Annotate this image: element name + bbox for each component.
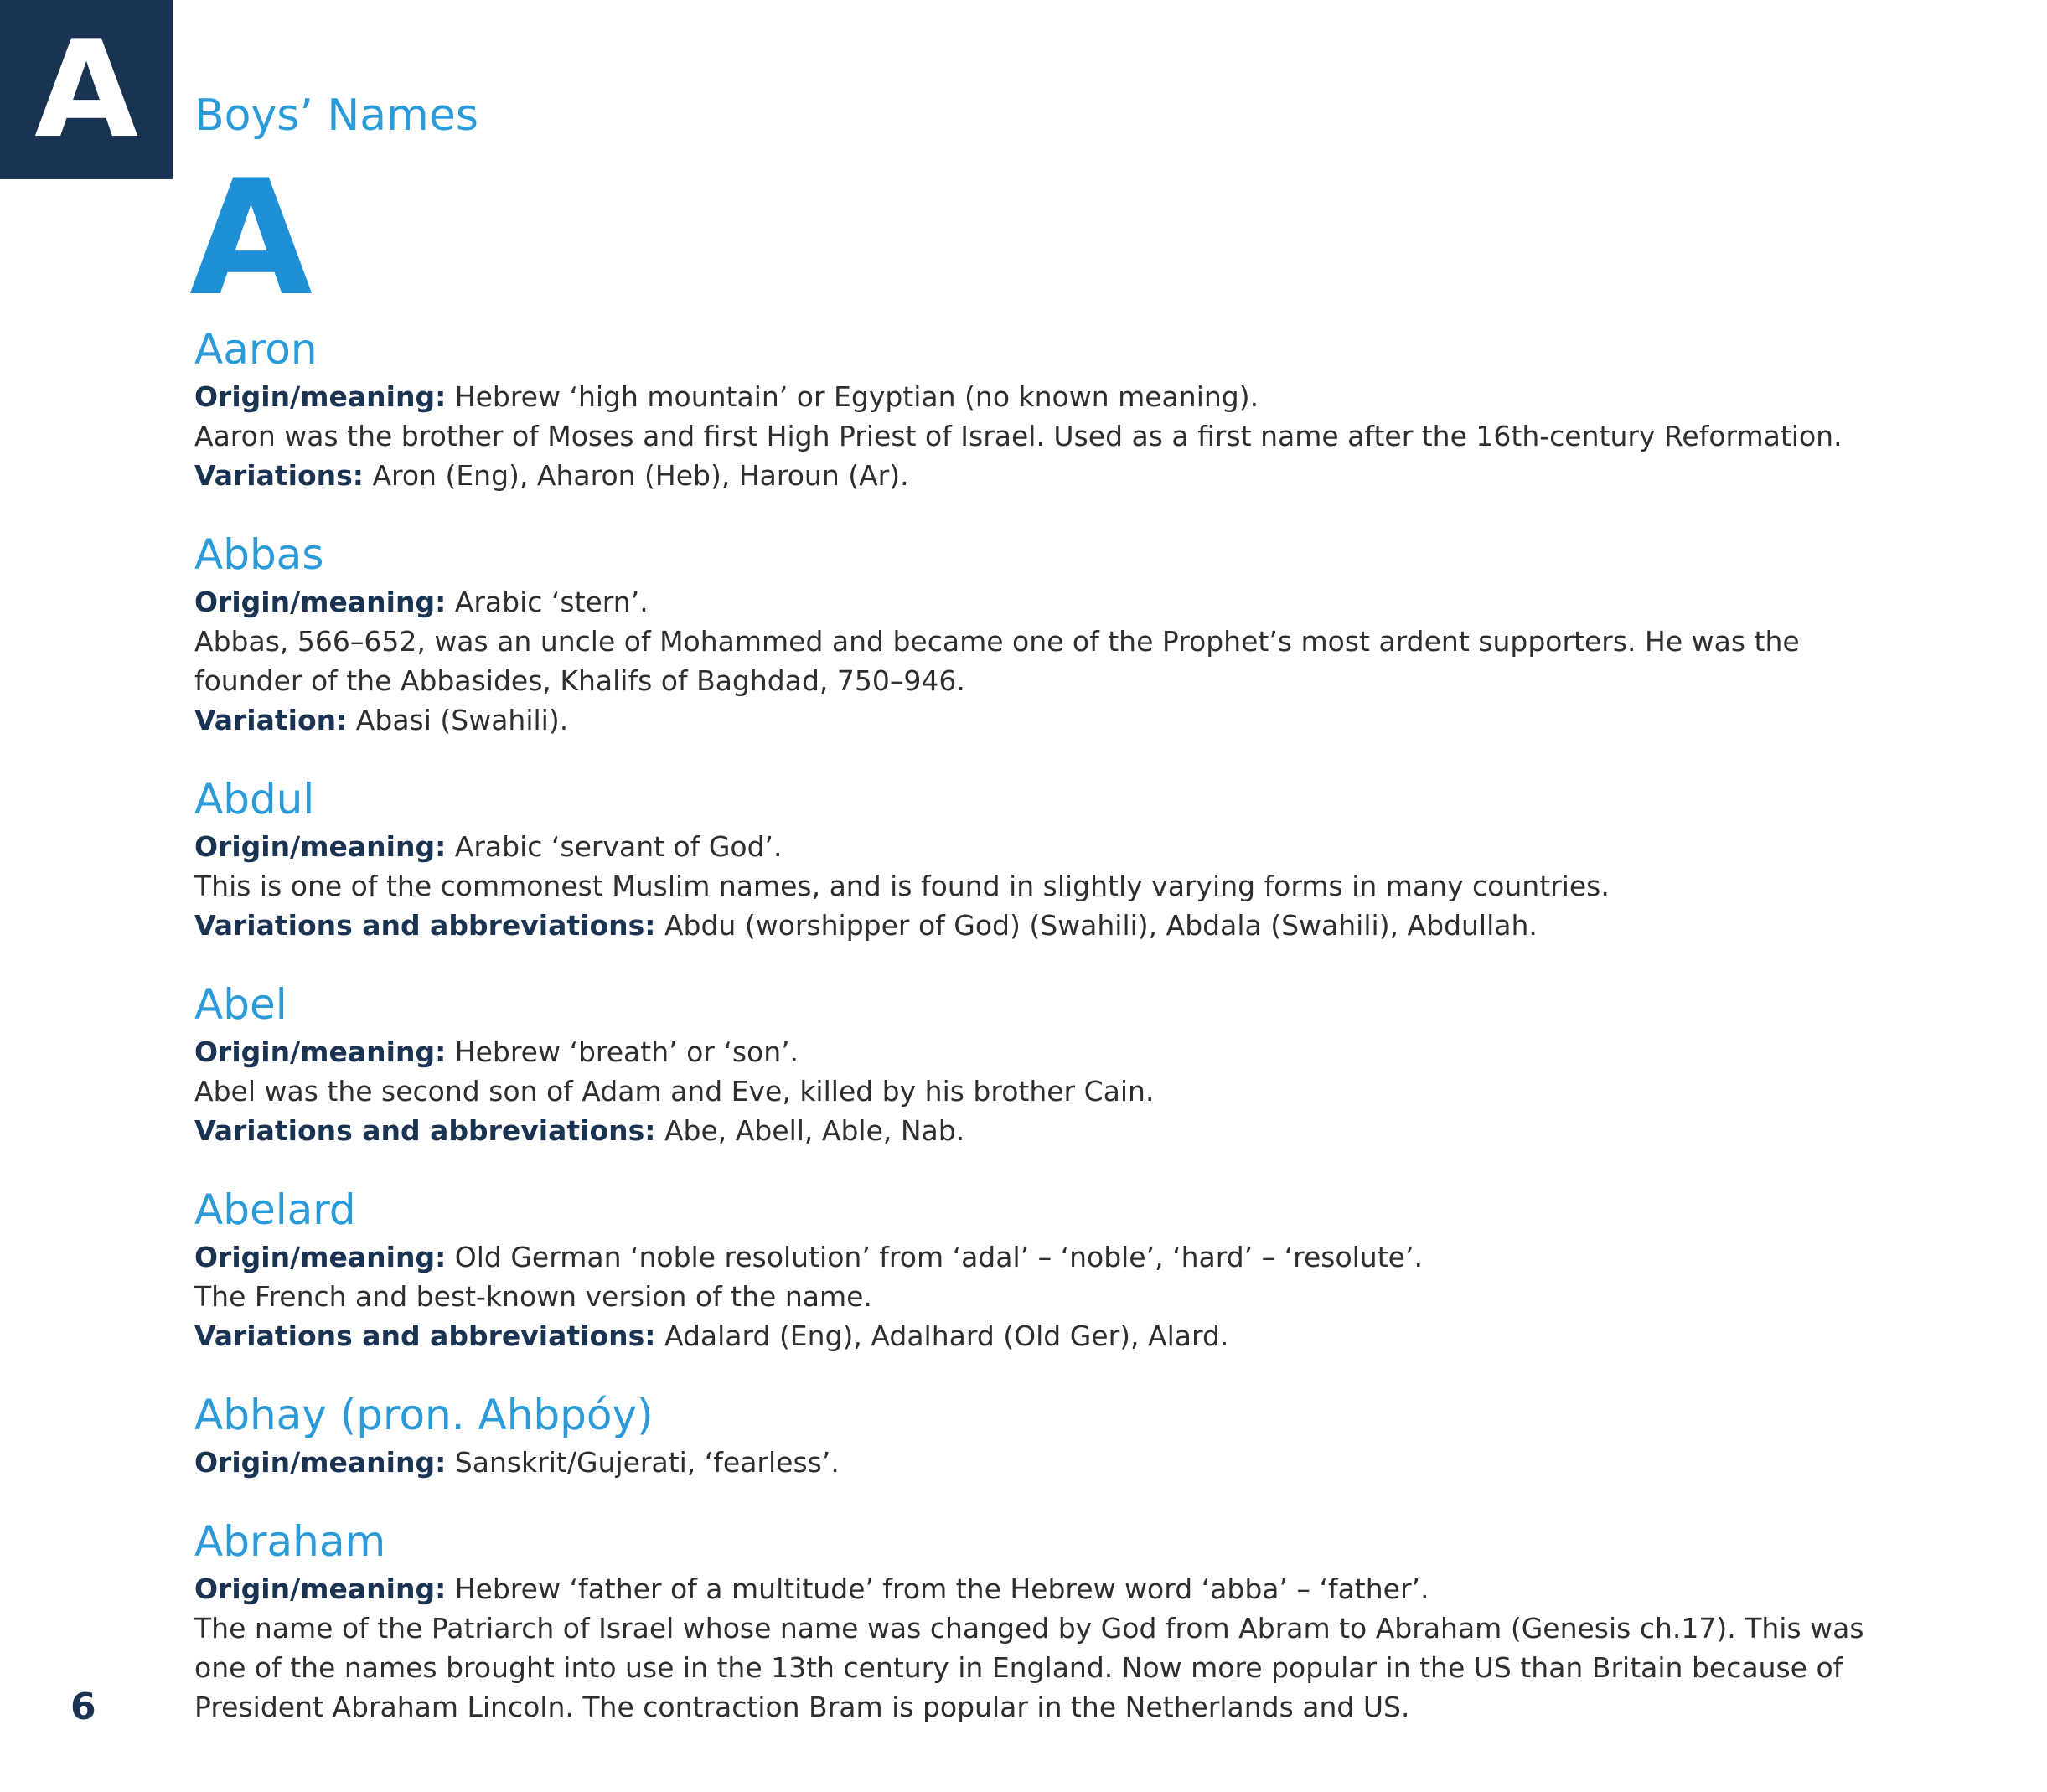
entry-label: Origin/meaning: <box>194 380 447 413</box>
entry-text: Arabic ‘stern’. <box>446 586 649 618</box>
entry-text: Adalard (Eng), Adalhard (Old Ger), Alard. <box>655 1319 1229 1352</box>
entry-name: Aaron <box>194 325 318 374</box>
entry-origin <box>194 1569 1870 1609</box>
entry-origin <box>194 1443 1870 1482</box>
entry-label: Origin/meaning: <box>194 586 447 618</box>
entry-description <box>194 866 1870 906</box>
name-entry <box>194 527 1870 740</box>
entry-name: Abelard <box>194 1185 356 1234</box>
entry-description <box>194 1277 1870 1316</box>
name-entry <box>194 1182 1870 1356</box>
entry-text: Abbas, 566–652, was an uncle of Mohammed and became one of the Prophet’s most ardent supporters. He was the founder of the Abbasides, Khalifs of Baghdad, 750–946. <box>194 625 1800 697</box>
name-entry <box>194 772 1870 945</box>
name-entry <box>194 1514 1870 1727</box>
name-entries <box>194 322 1870 1758</box>
entry-description <box>194 416 1870 456</box>
entry-text: Hebrew ‘breath’ or ‘son’. <box>446 1035 799 1068</box>
entry-text: Abdu (worshipper of God) (Swahili), Abdala (Swahili), Abdullah. <box>655 909 1538 942</box>
name-entry <box>194 322 1870 495</box>
entry-origin <box>194 1032 1870 1072</box>
entry-name: Abraham <box>194 1517 386 1566</box>
entry-text: Abasi (Swahili). <box>347 704 569 736</box>
section-letter: A <box>189 146 313 331</box>
entry-text: Aaron was the brother of Moses and first High Priest of Israel. Used as a first name after the 16th-century Reformation. <box>194 420 1843 452</box>
entry-text: The French and best-known version of the name. <box>194 1280 872 1313</box>
entry-text: Abel was the second son of Adam and Eve, killed by his brother Cain. <box>194 1075 1155 1108</box>
entry-description <box>194 1072 1870 1111</box>
entry-name: Abbas <box>194 530 324 579</box>
entry-text: Aron (Eng), Aharon (Heb), Haroun (Ar). <box>363 459 909 492</box>
section-tab-letter: A <box>34 11 138 168</box>
entry-label: Origin/meaning: <box>194 1035 447 1068</box>
entry-name: Abdul <box>194 775 315 824</box>
entry-origin <box>194 827 1870 866</box>
entry-description <box>194 1609 1870 1727</box>
name-entry <box>194 977 1870 1150</box>
entry-description <box>194 622 1870 700</box>
entry-variations <box>194 906 1870 945</box>
entry-label: Origin/meaning: <box>194 1446 447 1479</box>
entry-text: Arabic ‘servant of God’. <box>446 830 783 863</box>
entry-label: Variations: <box>194 459 364 492</box>
entry-text: Abe, Abell, Able, Nab. <box>655 1114 965 1147</box>
section-title: Boys’ Names <box>194 90 478 141</box>
entry-variations <box>194 1111 1870 1150</box>
entry-name: Abel <box>194 980 287 1029</box>
entry-origin <box>194 377 1870 416</box>
entry-label: Variations and abbreviations: <box>194 909 656 942</box>
entry-label: Origin/meaning: <box>194 830 447 863</box>
entry-text: Sanskrit/Gujerati, ‘fearless’. <box>446 1446 840 1479</box>
entry-text: Hebrew ‘father of a multitude’ from the Hebrew word ‘abba’ – ‘father’. <box>446 1573 1429 1605</box>
entry-origin <box>194 582 1870 622</box>
page-number: 6 <box>70 1686 96 1728</box>
name-entry <box>194 1387 1870 1482</box>
entry-origin <box>194 1237 1870 1277</box>
entry-text: This is one of the commonest Muslim names, and is found in slightly varying forms in many countries. <box>194 870 1610 902</box>
entry-text: The name of the Patriarch of Israel whose name was changed by God from Abram to Abraham (Genesis ch.17). This was one of the names brought into use in the 13th century in England. Now more popular in the US than Britain because of President Abraham Lincoln. The contraction Bram is popular in the Netherlands and US. <box>194 1612 1864 1723</box>
entry-variations <box>194 456 1870 495</box>
entry-text: Hebrew ‘high mountain’ or Egyptian (no known meaning). <box>446 380 1259 413</box>
entry-name: Abhay (pron. Ahbpóy) <box>194 1391 654 1439</box>
entry-label: Variations and abbreviations: <box>194 1319 656 1352</box>
entry-label: Variations and abbreviations: <box>194 1114 656 1147</box>
entry-label: Origin/meaning: <box>194 1241 447 1273</box>
entry-label: Origin/meaning: <box>194 1573 447 1605</box>
entry-variations <box>194 700 1870 740</box>
entry-text: Old German ‘noble resolution’ from ‘adal’ – ‘noble’, ‘hard’ – ‘resolute’. <box>446 1241 1423 1273</box>
entry-variations <box>194 1316 1870 1356</box>
section-tab <box>0 0 173 179</box>
entry-label: Variation: <box>194 704 348 736</box>
